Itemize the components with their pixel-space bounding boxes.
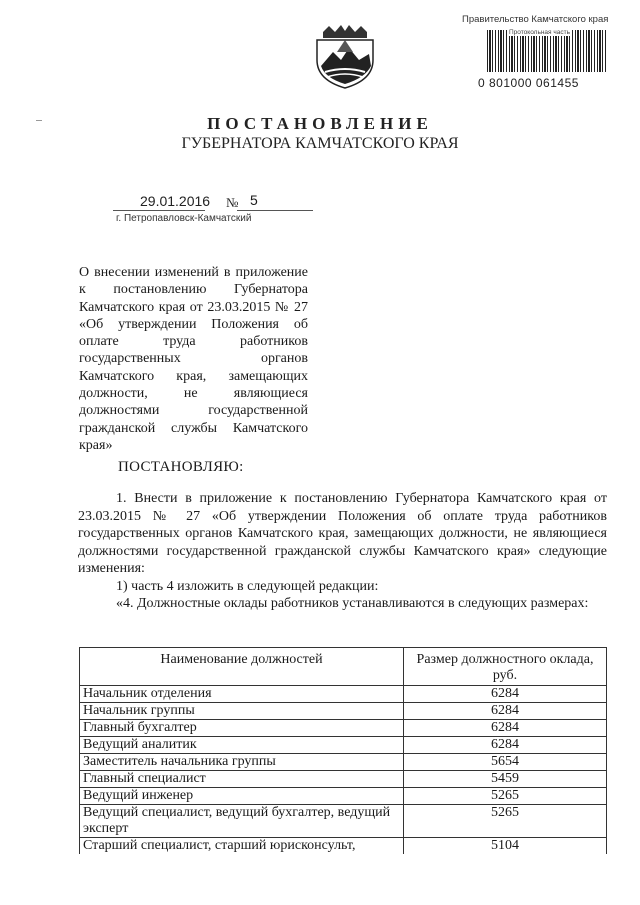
document-body (78, 490, 607, 613)
salary-table (79, 647, 607, 854)
salary-cell: 5104 (404, 838, 607, 855)
document-number: 5 (250, 192, 258, 208)
table-row (80, 703, 607, 720)
table-row (80, 771, 607, 788)
document-topic: О внесении изменений в приложение к постановлению Губернатора Камчатского края от 23.03.2015 № 27 «Об утверждении Положения об оплате труда работников государственных органов Камчатского края, замещающих должности, не являющиеся должностями государственной гражданской службы Камчатского края» (79, 265, 308, 453)
salary-cell: 6284 (404, 720, 607, 737)
kamchatka-emblem-icon (313, 22, 377, 90)
salary-cell: 6284 (404, 703, 607, 720)
paragraph-2: 1) часть 4 изложить в следующей редакции: (116, 578, 379, 594)
document-subtitle: ГУБЕРНАТОРА КАМЧАТСКОГО КРАЯ (181, 135, 459, 152)
barcode (487, 30, 607, 72)
table-header-row (80, 648, 607, 686)
position-cell: Ведущий аналитик (80, 737, 404, 754)
salary-cell: 5265 (404, 788, 607, 805)
position-cell: Начальник отделения (80, 686, 404, 703)
table-row (80, 754, 607, 771)
position-cell: Старший специалист, старший юрисконсульт, (80, 838, 404, 855)
document-city: г. Петропавловск-Камчатский (116, 213, 252, 224)
table-row (80, 788, 607, 805)
position-cell: Ведущий специалист, ведущий бухгалтер, ведущий эксперт (80, 805, 404, 838)
stamp-organization: Правительство Камчатского края (462, 14, 609, 25)
position-cell: Главный бухгалтер (80, 720, 404, 737)
salary-cell: 5459 (404, 771, 607, 788)
document-date: 29.01.2016 (140, 193, 211, 209)
document-title: ПОСТАНОВЛЕНИЕ (207, 114, 433, 133)
salary-cell: 5265 (404, 805, 607, 838)
position-cell: Начальник группы (80, 703, 404, 720)
number-underline (237, 210, 313, 211)
position-cell: Главный специалист (80, 771, 404, 788)
table-row (80, 805, 607, 838)
salary-cell: 6284 (404, 737, 607, 754)
barcode-number: 0 801000 061455 (478, 76, 579, 90)
number-sign: № (226, 195, 239, 210)
table-row (80, 720, 607, 737)
table-row (80, 838, 607, 855)
salary-cell: 6284 (404, 686, 607, 703)
paragraph-3: «4. Должностные оклады работников устанавливаются в следующих размерах: (116, 596, 589, 611)
salary-cell: 5654 (404, 754, 607, 771)
position-cell: Ведущий инженер (80, 788, 404, 805)
header-salary: Размер должностного оклада, руб. (404, 648, 607, 686)
table-row (80, 686, 607, 703)
stamp-department: Протокольная часть (509, 29, 570, 36)
position-cell: Заместитель начальника группы (80, 754, 404, 771)
resolve-heading: ПОСТАНОВЛЯЮ: (118, 459, 244, 475)
header-position: Наименование должностей (80, 648, 404, 686)
paragraph-1: 1. Внести в приложение к постановлению Губернатора Камчатского края от 23.03.2015 № 27 «Об утверждении Положения об оплате труда работников государственных органов Камчатского края, замещающих должности, не являющиеся должностями государственной гражданской службы Камчатского края» следующие изменения: (78, 491, 607, 576)
date-underline (113, 210, 205, 211)
table-row (80, 737, 607, 754)
